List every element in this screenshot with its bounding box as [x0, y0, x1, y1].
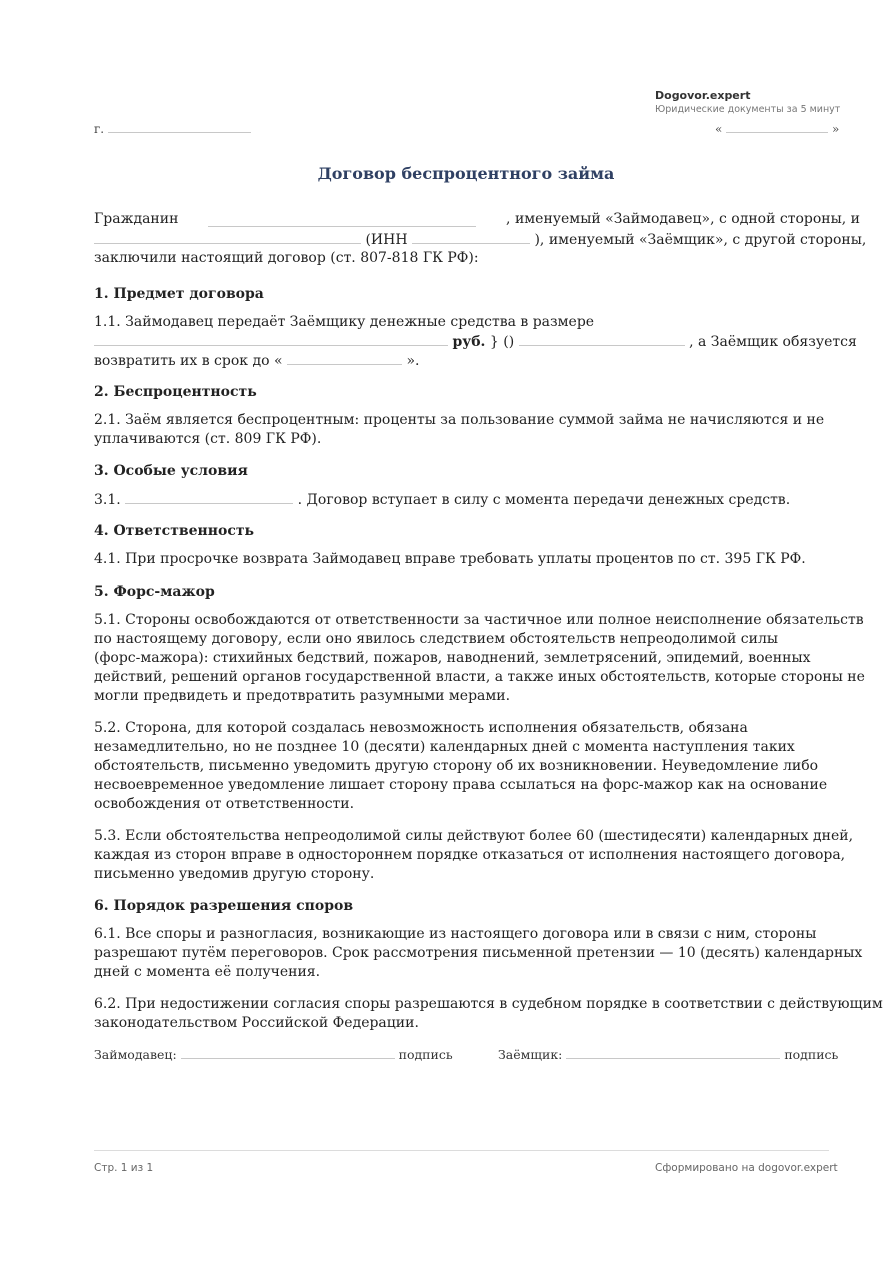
section-5-p3-line-3: письменно уведомив другую сторону. [94, 866, 375, 882]
section-5-p1-line-1: 5.1. Стороны освобождаются от ответственности за частичное или полное неисполнение обязательств [94, 612, 864, 628]
footer-divider [94, 1150, 829, 1151]
return-obligation-text: , а Заёмщик обязуется [689, 334, 857, 350]
place-field[interactable] [108, 120, 251, 133]
intro-lender-text: , именуемый «Займодавец», с одной стороны, и [506, 211, 860, 227]
borrower-name-field[interactable] [94, 231, 361, 244]
brand-name: Dogovor.expert [655, 89, 751, 102]
date-field[interactable] [726, 120, 828, 133]
section-5-title: 5. Форс-мажор [94, 584, 215, 600]
document-title: Договор беспроцентного займа [317, 164, 615, 183]
section-5-p1-line-3: (форс-мажора): стихийных бедствий, пожаров, наводнений, землетрясений, эпидемий, военных [94, 650, 811, 666]
return-date-prefix: возвратить их в срок до « [94, 353, 283, 369]
section-4-title: 4. Ответственность [94, 523, 255, 539]
intro-inn-open: (ИНН [365, 232, 408, 248]
section-2-p1-line-1: 2.1. Заём является беспроцентным: проценты за пользование суммой займа не начисляются и не [94, 412, 825, 428]
section-5-p3-line-1: 5.3. Если обстоятельства непреодолимой силы действуют более 60 (шестидесяти) календарных дней, [94, 828, 854, 844]
intro-borrower-text: ), именуемый «Заёмщик», с другой стороны, [534, 232, 867, 248]
section-6-p2-line-1: 6.2. При недостижении согласия споры разрешаются в судебном порядке в соответствии с действующим [94, 996, 883, 1012]
borrower-signature-line [498, 1046, 838, 1062]
lender-signature-caption: подпись [398, 1047, 453, 1062]
currency-label: руб. [452, 334, 486, 350]
section-5-p2-line-1: 5.2. Сторона, для которой создалась невозможность исполнения обязательств, обязана [94, 720, 748, 736]
section-1-p1-line-2 [94, 333, 857, 350]
section-5-p2-line-4: несвоевременное уведомление лишает сторону права ссылаться на форс-мажор как на основание [94, 777, 828, 793]
section-5-p2-line-2: незамедлительно, но не позднее 10 (десяти) календарных дней с момента наступления таких [94, 739, 795, 755]
intro-line-3: заключили настоящий договор (ст. 807-818 ГК РФ): [94, 250, 479, 266]
borrower-inn-field[interactable] [412, 231, 530, 244]
borrower-signature-label: Заёмщик: [498, 1047, 563, 1062]
section-6-title: 6. Порядок разрешения споров [94, 898, 354, 914]
lender-signature-line [94, 1046, 453, 1062]
section-6-p1-line-1: 6.1. Все споры и разногласия, возникающие из настоящего договора или в связи с ним, стороны [94, 926, 817, 942]
return-date-field[interactable] [287, 352, 402, 365]
section-5-p2-line-5: освобождения от ответственности. [94, 796, 355, 812]
loan-amount-field[interactable] [94, 333, 448, 346]
section-6-p1-line-2: разрешают путём переговоров. Срок рассмотрения письменной претензии — 10 (десять) календарных [94, 945, 863, 961]
special-terms-field[interactable] [125, 491, 293, 504]
section-5-p1-line-5: могли предвидеть и предотвратить разумными мерами. [94, 688, 511, 704]
clause-3-1-number: 3.1. [94, 492, 121, 508]
borrower-signature-caption: подпись [784, 1047, 839, 1062]
braces-text: } () [489, 334, 515, 350]
intro-line-2 [94, 231, 866, 248]
date-close-quote: » [832, 122, 840, 136]
date-line [715, 120, 839, 136]
section-5-p1-line-4: действий, решений органов государственной власти, а также иных обстоятельств, которые стороны не [94, 669, 865, 685]
lender-signature-label: Займодавец: [94, 1047, 177, 1062]
section-1-p1-line-3 [94, 352, 419, 369]
section-1-title: 1. Предмет договора [94, 286, 264, 302]
section-4-p1: 4.1. При просрочке возврата Займодавец вправе требовать уплаты процентов по ст. 395 ГК РФ. [94, 551, 806, 567]
section-3-title: 3. Особые условия [94, 463, 248, 479]
section-5-p3-line-2: каждая из сторон вправе в одностороннем порядке отказаться от исполнения настоящего договора, [94, 847, 846, 863]
section-2-title: 2. Беспроцентность [94, 384, 257, 400]
amount-words-field[interactable] [519, 333, 685, 346]
generated-by: Сформировано на dogovor.expert [655, 1162, 838, 1174]
borrower-signature-field[interactable] [566, 1046, 780, 1059]
lender-signature-field[interactable] [181, 1046, 395, 1059]
place-prefix: г. [94, 122, 105, 136]
intro-word-citizen: Гражданин [94, 211, 179, 227]
lender-name-field[interactable] [208, 214, 476, 227]
section-1-p1-line-1: 1.1. Займодавец передаёт Заёмщику денежные средства в размере [94, 314, 595, 330]
section-6-p2-line-2: законодательством Российской Федерации. [94, 1015, 419, 1031]
brand-tagline: Юридические документы за 5 минут [655, 104, 841, 115]
intro-line-1 [94, 211, 860, 227]
section-6-p1-line-3: дней с момента её получения. [94, 964, 321, 980]
section-2-p1-line-2: уплачиваются (ст. 809 ГК РФ). [94, 431, 322, 447]
date-open-quote: « [715, 122, 723, 136]
return-date-suffix: ». [406, 353, 420, 369]
section-5-p1-line-2: по настоящему договору, если оно явилось следствием обстоятельств непреодолимой силы [94, 631, 778, 647]
page-number: Стр. 1 из 1 [94, 1162, 154, 1174]
section-3-p1 [94, 491, 790, 508]
clause-3-1-text: . Договор вступает в силу с момента передачи денежных средств. [297, 492, 791, 508]
place-line [94, 120, 251, 136]
section-5-p2-line-3: обстоятельств, письменно уведомить другую сторону об их возникновении. Неуведомление либо [94, 758, 819, 774]
